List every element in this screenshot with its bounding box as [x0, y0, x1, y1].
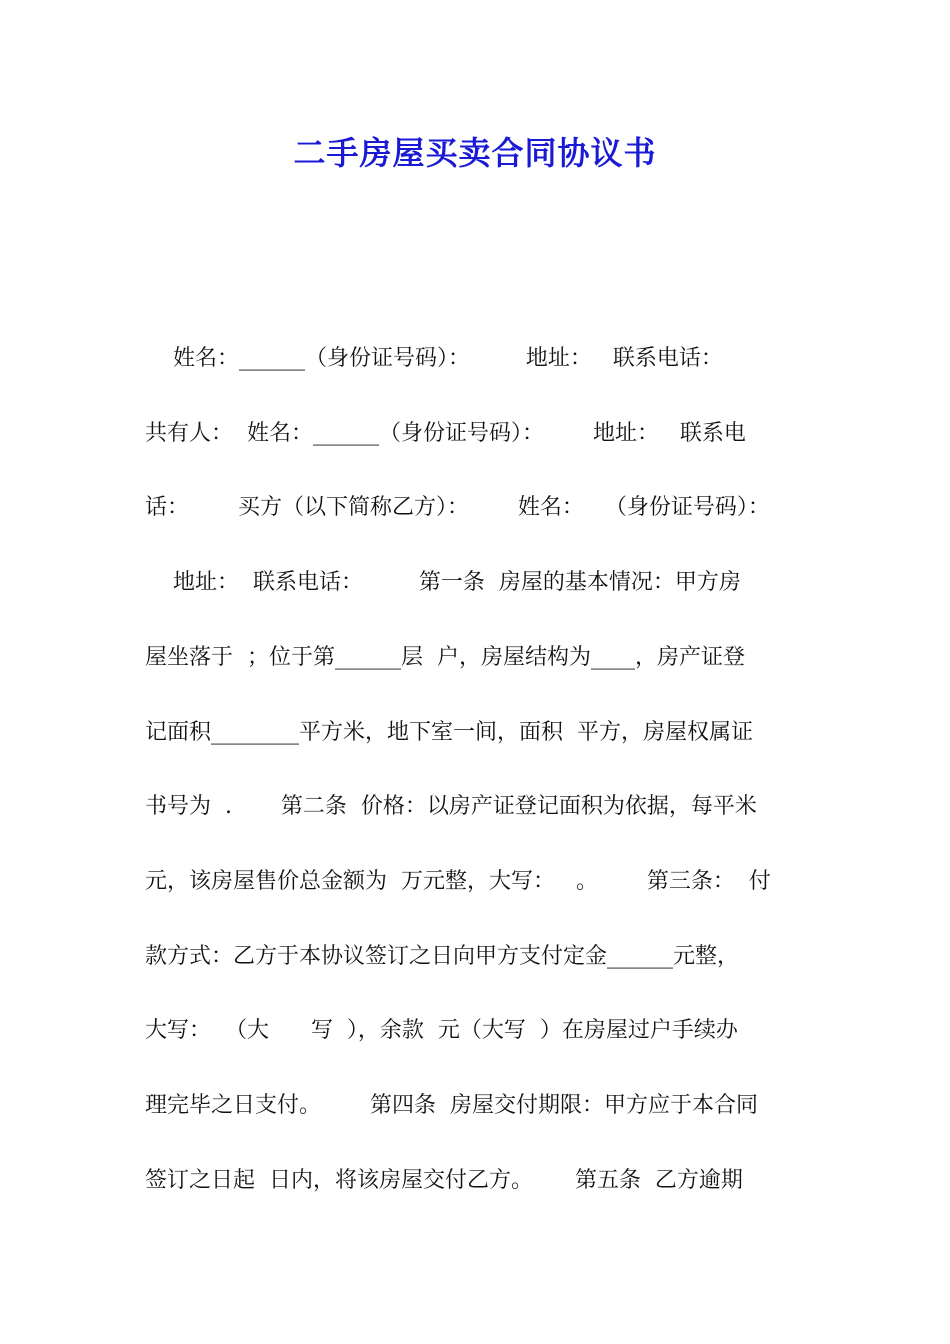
body-line-8: 元，该房屋售价总金额为 万元整，大写： 。 第三条： 付 — [145, 869, 771, 894]
body-line-2: 共有人： 姓名：______（身份证号码）： 地址： 联系电 — [145, 421, 746, 446]
body-line-11: 理完毕之日支付。 第四条 房屋交付期限：甲方应于本合同 — [145, 1093, 758, 1118]
body-line-5: 屋坐落于 ；位于第______层 户，房屋结构为____，房产证登 — [145, 645, 745, 670]
body-line-3: 话： 买方（以下简称乙方）： 姓名： （身份证号码）： — [145, 495, 770, 520]
body-line-7: 书号为 . 第二条 价格：以房产证登记面积为依据，每平米 — [145, 794, 757, 819]
body-line-6: 记面积________平方米，地下室一间，面积 平方，房屋权属证 — [145, 720, 753, 745]
body-line-4: 地址： 联系电话： 第一条 房屋的基本情况：甲方房 — [145, 570, 741, 595]
body-line-9: 款方式：乙方于本协议签订之日向甲方支付定金______元整， — [145, 944, 740, 969]
body-line-1: 姓名：______（身份证号码）： 地址： 联系电话： — [145, 346, 723, 371]
body-line-12: 签订之日起 日内，将该房屋交付乙方。 第五条 乙方逾期 — [145, 1168, 743, 1193]
body-line-10: 大写： （大 写 ），余款 元（大写 ）在房屋过户手续办 — [145, 1018, 738, 1043]
document-title: 二手房屋买卖合同协议书 — [293, 134, 657, 172]
